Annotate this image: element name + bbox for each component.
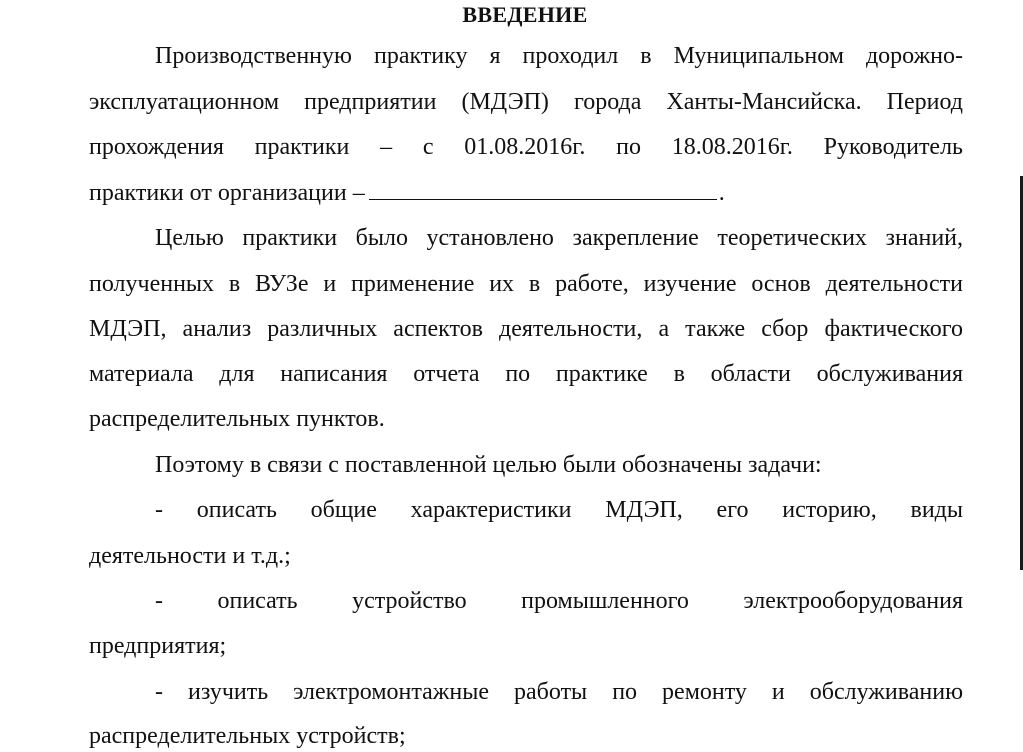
list-item-line: предприятия; xyxy=(89,633,227,659)
paragraph-line: полученных в ВУЗе и применение их в работе, изучение основ деятельности xyxy=(89,271,963,297)
paragraph-line-with-blank xyxy=(89,177,963,209)
paragraph-line: материала для написания отчета по практике в области обслуживания xyxy=(89,361,963,387)
paragraph-text: практики от организации – xyxy=(89,180,365,206)
paragraph-line: распределительных пунктов. xyxy=(89,406,385,432)
list-item-line: - описать устройство промышленного электрооборудования xyxy=(155,588,963,614)
section-heading: ВВЕДЕНИЕ xyxy=(462,2,588,27)
paragraph-line: МДЭП, анализ различных аспектов деятельности, а также сбор фактического xyxy=(89,316,963,342)
paragraph-line: прохождения практики – с 01.08.2016г. по 18.08.2016г. Руководитель xyxy=(89,134,963,160)
paragraph-text: . xyxy=(718,180,725,206)
list-item-line: распределительных устройств; xyxy=(89,723,406,749)
list-item-line: деятельности и т.д.; xyxy=(89,543,291,569)
paragraph-line: эксплуатационном предприятии (МДЭП) города Ханты-Мансийска. Период xyxy=(89,89,963,115)
paragraph-line: Целью практики было установлено закрепление теоретических знаний, xyxy=(155,225,963,251)
paragraph-line: Поэтому в связи с поставленной целью были обозначены задачи: xyxy=(155,452,822,478)
paragraph-line: Производственную практику я проходил в Муниципальном дорожно- xyxy=(155,43,963,69)
list-item-line: - описать общие характеристики МДЭП, его историю, виды xyxy=(155,497,963,523)
list-item-line: - изучить электромонтажные работы по ремонту и обслуживанию xyxy=(155,679,963,705)
blank-fill-line xyxy=(369,177,717,200)
